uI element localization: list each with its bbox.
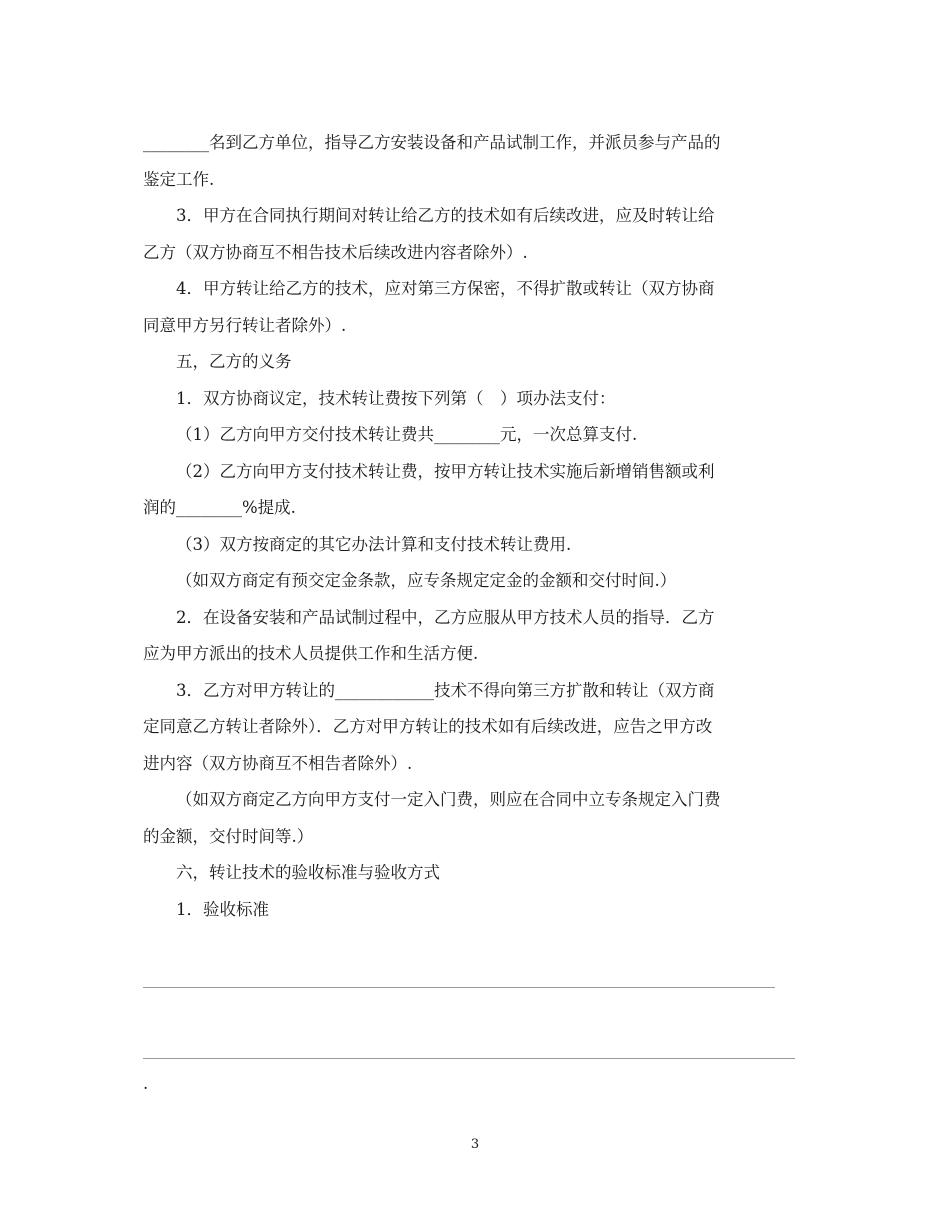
text-line: 鉴定工作. xyxy=(143,169,215,189)
text-line: （3）双方按商定的其它办法计算和支付技术转让费用. xyxy=(176,534,572,554)
text-line: 乙方（双方协商互不相告技术后续改进内容者除外）. xyxy=(143,242,528,262)
section-heading: 五，乙方的义务 xyxy=(176,352,292,371)
text-line: （1）乙方向甲方交付技术转让费共________元，一次总算支付. xyxy=(176,425,638,444)
text-line: 3．甲方在合同执行期间对转让给乙方的技术如有后续改进，应及时转让给 xyxy=(176,206,715,225)
blank-fill-line xyxy=(143,987,775,988)
text-line: 进内容（双方协商互不相告者除外）. xyxy=(143,753,413,773)
text-line: （如双方商定有预交定金条款，应专条规定定金的金额和交付时间.） xyxy=(176,571,677,590)
text-line: （2）乙方向甲方支付技术转让费，按甲方转让技术实施后新增销售额或利 xyxy=(176,461,715,481)
text-line: 润的________%提成. xyxy=(143,498,296,517)
text-line: 的金额，交付时间等.） xyxy=(143,826,314,846)
blank-fill-line xyxy=(143,1058,795,1059)
text-line: ________名到乙方单位，指导乙方安装设备和产品试制工作，并派员参与产品的 xyxy=(143,133,721,152)
page-number: 3 xyxy=(470,1137,480,1152)
text-line: 1．验收标准 xyxy=(176,899,269,919)
text-line: 定同意乙方转让者除外）．乙方对甲方转让的技术如有后续改进，应告之甲方改 xyxy=(143,717,713,736)
text-line: 3．乙方对甲方转让的____________技术不得向第三方扩散和转让（双方商 xyxy=(176,680,715,700)
text-line: 同意甲方另行转让者除外）. xyxy=(143,315,347,335)
end-mark: . xyxy=(143,1074,149,1093)
text-line: 应为甲方派出的技术人员提供工作和生活方便. xyxy=(143,644,479,663)
section-heading: 六，转让技术的验收标准与验收方式 xyxy=(176,863,440,882)
text-line: （如双方商定乙方向甲方支付一定入门费，则应在合同中立专条规定入门费 xyxy=(176,790,721,809)
text-line: 1．双方协商议定，技术转让费按下列第（ ）项办法支付： xyxy=(176,388,616,408)
text-line: 4．甲方转让给乙方的技术，应对第三方保密，不得扩散或转让（双方协商 xyxy=(176,279,715,298)
contract-body xyxy=(143,125,798,928)
text-line: 2．在设备安装和产品试制过程中，乙方应服从甲方技术人员的指导．乙方 xyxy=(176,607,715,627)
